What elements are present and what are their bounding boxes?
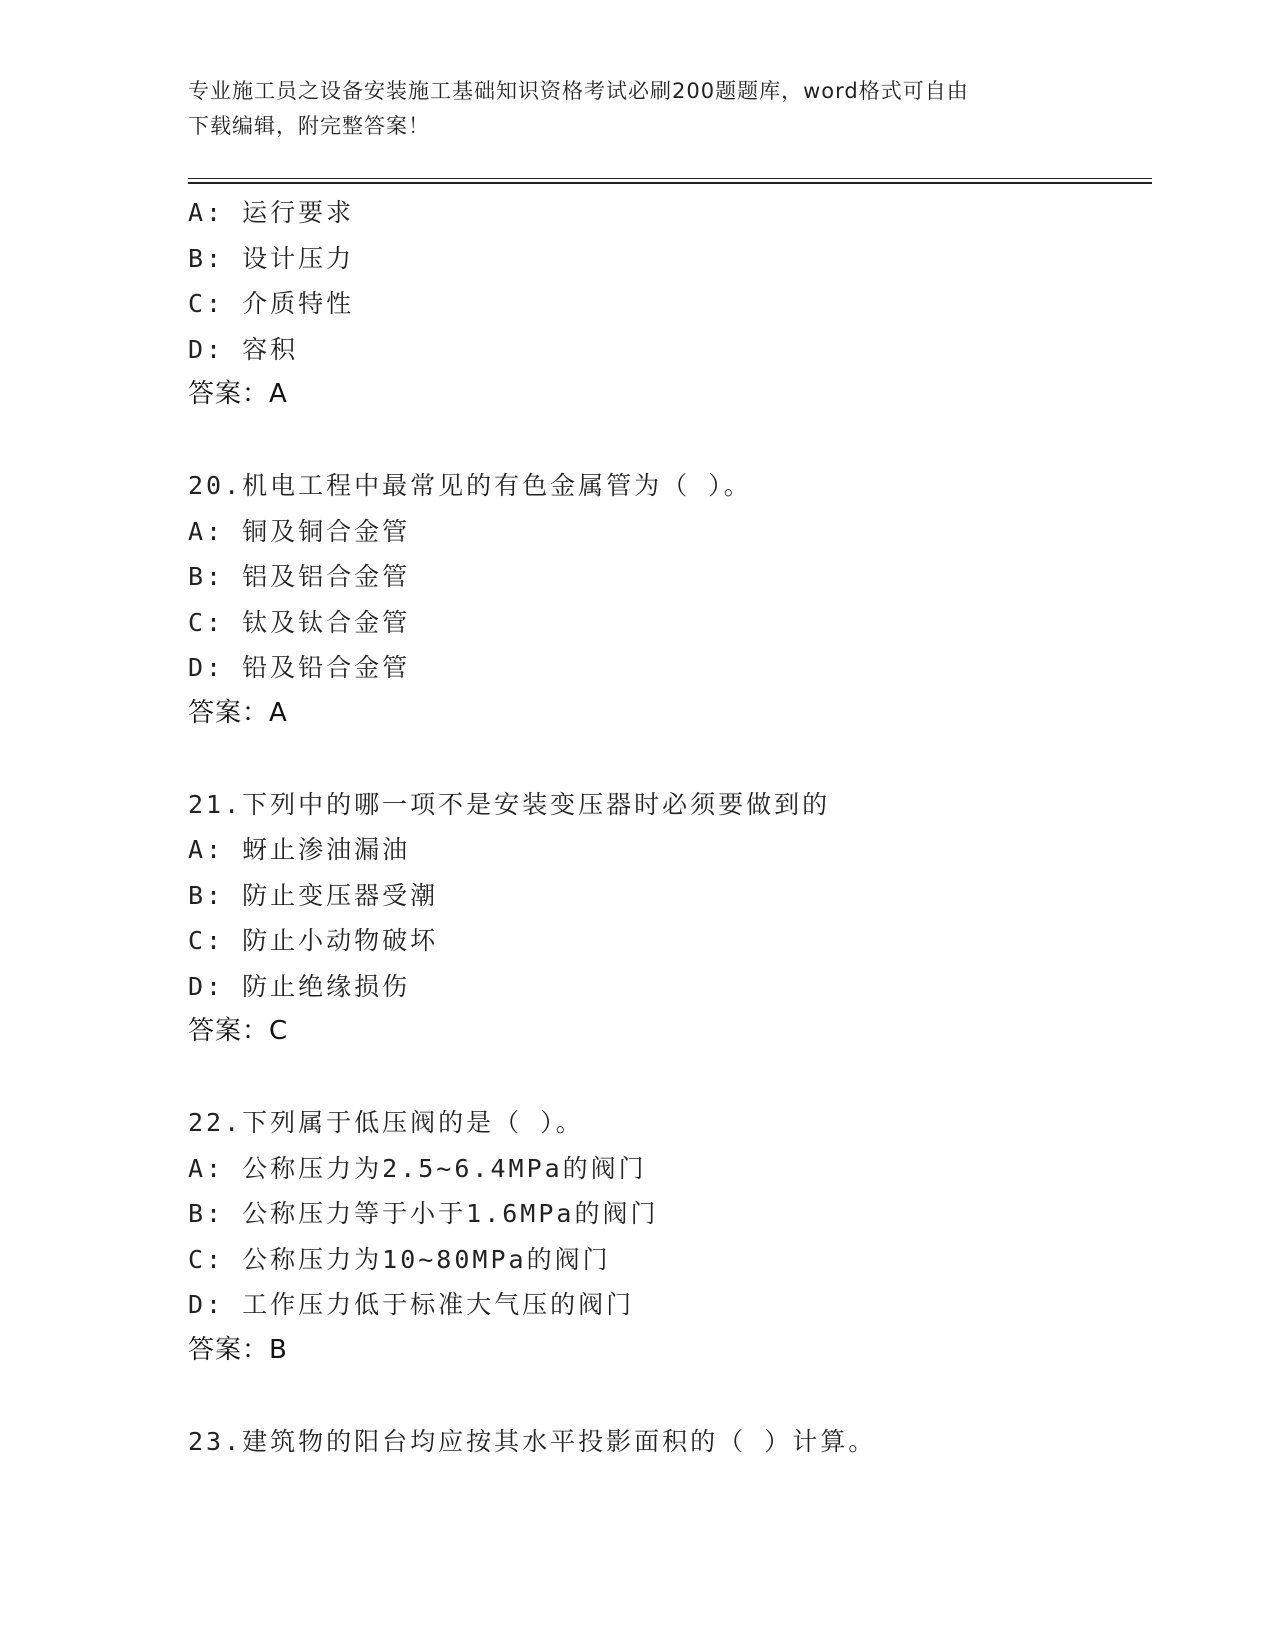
question-19 (188, 190, 1148, 418)
spacer (188, 418, 1148, 464)
option-d: D: 容积 (188, 334, 299, 364)
option-b: B: 防止变压器受潮 (188, 880, 439, 910)
option-a: A: 运行要求 (188, 198, 355, 227)
option-d: D: 铅及铅合金管 (188, 653, 411, 682)
option-c: C: 介质特性 (188, 289, 355, 318)
question-22 (188, 1100, 1148, 1373)
question-text: 22.下列属于低压阀的是（ ）。 (188, 1108, 584, 1137)
option-b: B: 设计压力 (188, 243, 355, 273)
answer: 答案：B (188, 1334, 288, 1365)
option-a: A: 蚜止渗油漏油 (188, 835, 411, 864)
header-rule-thin (188, 178, 1152, 179)
header-rule-thick (188, 182, 1152, 184)
question-text: 20.机电工程中最常见的有色金属管为（ ）。 (188, 471, 752, 500)
spacer (188, 1055, 1148, 1101)
document-header (188, 74, 1068, 144)
question-text: 23.建筑物的阳台均应按其水平投影面积的（ ）计算。 (188, 1426, 877, 1456)
answer: 答案：A (188, 697, 288, 728)
spacer (188, 736, 1148, 782)
option-c: C: 钛及钛合金管 (188, 607, 411, 637)
option-c: C: 公称压力为10~80MPa的阀门 (188, 1244, 611, 1274)
question-21 (188, 782, 1148, 1055)
option-d: D: 防止绝缘损伤 (188, 971, 411, 1001)
answer: 答案：C (188, 1016, 289, 1046)
question-20 (188, 463, 1148, 736)
option-a: A: 铜及铜合金管 (188, 516, 411, 546)
option-c: C: 防止小动物破坏 (188, 926, 439, 955)
spacer (188, 1373, 1148, 1419)
option-d: D: 工作压力低于标准大气压的阀门 (188, 1290, 635, 1319)
option-b: B: 铝及铝合金管 (188, 562, 411, 591)
header-line-2: 下载编辑，附完整答案！ (188, 114, 430, 138)
answer: 答案：A (188, 379, 288, 409)
option-a: A: 公称压力为2.5~6.4MPa的阀门 (188, 1153, 647, 1183)
question-list (188, 190, 1148, 1464)
question-23 (188, 1419, 1148, 1465)
question-text: 21.下列中的哪一项不是安装变压器时必须要做到的 (188, 789, 831, 819)
option-b: B: 公称压力等于小于1.6MPa的阀门 (188, 1199, 659, 1228)
header-line-1: 专业施工员之设备安装施工基础知识资格考试必刷200题题库，word格式可自由 (188, 79, 969, 103)
